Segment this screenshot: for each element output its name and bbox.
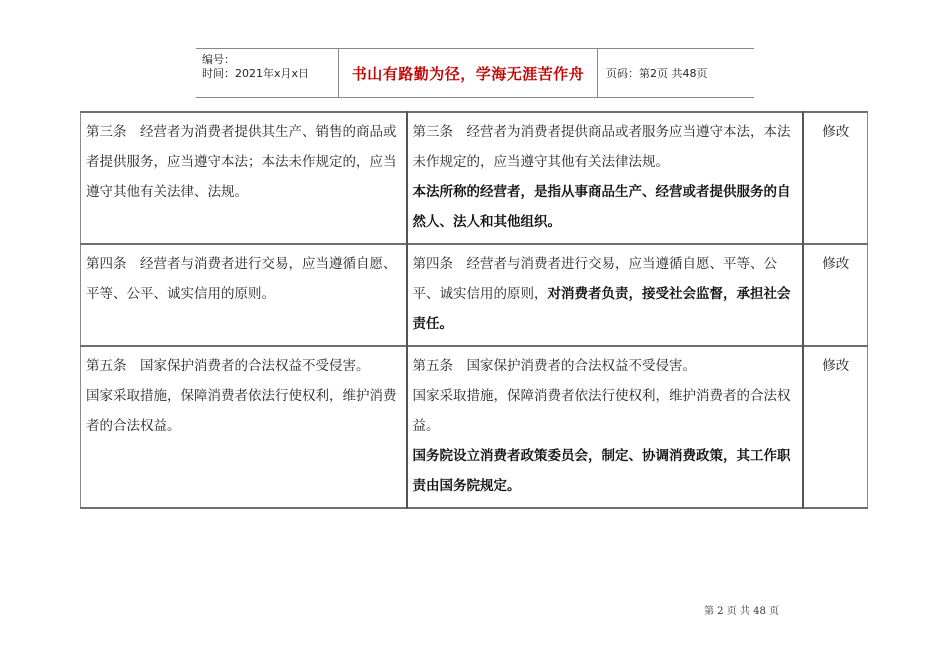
original-text-cell (81, 244, 407, 346)
revised-added-paragraph: 国务院设立消费者政策委员会，制定、协调消费政策，其工作职责由国务院规定。 (412, 448, 791, 494)
original-text-cell (81, 112, 407, 244)
revised-paragraph: 第四条 经营者与消费者进行交易，应当遵循自愿、平等、公平、诚实信用的原则，对消费者负责，接受社会监督，承担社会责任。 (412, 256, 791, 332)
original-paragraph: 第五条 国家保护消费者的合法权益不受侵害。 (86, 358, 370, 374)
change-note-cell: 修改 (803, 244, 868, 346)
page-footer: 第 2 页 共 48 页 (704, 606, 779, 617)
time-label: 时间：2021年x月x日 (202, 67, 310, 80)
number-label: 编号： (202, 53, 235, 66)
page-code: 页码：第2页 共48页 (606, 67, 708, 80)
revision-table (80, 111, 868, 509)
change-note-cell: 修改 (803, 346, 868, 508)
revised-text-cell (407, 244, 803, 346)
revised-paragraph: 第三条 经营者为消费者提供商品或者服务应当遵守本法，本法未作规定的，应当遵守其他有关法律法规。 (412, 124, 791, 170)
revised-added-text: 对消费者负责，接受社会监督，承担社会责任。 (412, 286, 791, 332)
change-note-cell: 修改 (803, 112, 868, 244)
header-meta (196, 49, 339, 97)
header-motto-cell (339, 49, 598, 97)
original-paragraph: 第四条 经营者与消费者进行交易，应当遵循自愿、平等、公平、诚实信用的原则。 (86, 256, 397, 302)
revised-text-cell (407, 112, 803, 244)
revised-added-paragraph: 本法所称的经营者，是指从事商品生产、经营或者提供服务的自然人、法人和其他组织。 (412, 184, 791, 230)
original-text-cell (81, 346, 407, 508)
document-header (196, 48, 754, 98)
motto-text: 书山有路勤为径，学海无涯苦作舟 (351, 64, 585, 83)
table-row (81, 112, 868, 244)
header-page-cell (598, 49, 754, 97)
table-row (81, 244, 868, 346)
revised-text-cell (407, 346, 803, 508)
revised-paragraph: 第五条 国家保护消费者的合法权益不受侵害。 (412, 358, 696, 374)
revised-paragraph: 国家采取措施，保障消费者依法行使权利，维护消费者的合法权益。 (412, 388, 791, 434)
table-row (81, 346, 868, 508)
original-paragraph: 国家采取措施，保障消费者依法行使权利，维护消费者的合法权益。 (86, 388, 397, 434)
original-paragraph: 第三条 经营者为消费者提供其生产、销售的商品或者提供服务，应当遵守本法；本法未作规定的，应当遵守其他有关法律、法规。 (86, 124, 397, 200)
